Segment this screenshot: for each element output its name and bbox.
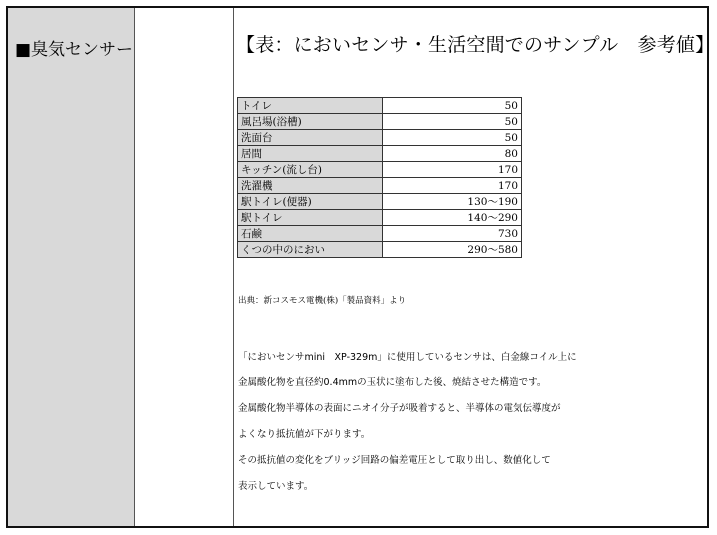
table-row xyxy=(238,178,522,194)
table-row xyxy=(238,130,522,146)
odor-sample-table xyxy=(237,97,522,258)
table-row xyxy=(238,242,522,258)
row-name: 洗面台 xyxy=(238,130,383,146)
row-value: 140～290 xyxy=(383,210,522,226)
description-line: よくなり抵抗値が下がります。 xyxy=(238,429,371,440)
description-line: 金属酸化物を直径約0.4mmの玉状に塗布した後、焼結させた構造です。 xyxy=(238,377,547,388)
description-line: その抵抗値の変化をブリッジ回路の偏差電圧として取り出し、数値化して xyxy=(238,455,551,466)
table-row xyxy=(238,226,522,242)
row-value: 730 xyxy=(383,226,522,242)
row-name: キッチン(流し台) xyxy=(238,162,383,178)
row-value: 50 xyxy=(383,130,522,146)
row-name: くつの中のにおい xyxy=(238,242,383,258)
row-name: 洗濯機 xyxy=(238,178,383,194)
row-value: 130～190 xyxy=(383,194,522,210)
table-title: 【表：においセンサ・生活空間でのサンプル 参考値】 xyxy=(236,34,715,56)
table-row xyxy=(238,114,522,130)
table-row xyxy=(238,194,522,210)
row-name: 居間 xyxy=(238,146,383,162)
blank-column xyxy=(135,8,234,526)
label-column xyxy=(8,8,135,526)
source-citation: 出典：新コスモス電機(株)「製品資料」より xyxy=(238,296,407,306)
row-value: 50 xyxy=(383,98,522,114)
table-row xyxy=(238,98,522,114)
row-name: 駅トイレ(便器) xyxy=(238,194,383,210)
description-line: 「においセンサmini XP-329m」に使用しているセンサは、白金線コイル上に xyxy=(238,352,577,363)
row-value: 50 xyxy=(383,114,522,130)
document-frame xyxy=(6,6,715,528)
content-column xyxy=(234,8,715,526)
row-value: 170 xyxy=(383,178,522,194)
row-name: 石鹸 xyxy=(238,226,383,242)
description-line: 金属酸化物半導体の表面にニオイ分子が吸着すると、半導体の電気伝導度が xyxy=(238,403,561,414)
table-row xyxy=(238,146,522,162)
table-row xyxy=(238,162,522,178)
row-value: 170 xyxy=(383,162,522,178)
description-line: 表示しています。 xyxy=(238,481,314,492)
row-value: 80 xyxy=(383,146,522,162)
row-name: 駅トイレ xyxy=(238,210,383,226)
row-name: トイレ xyxy=(238,98,383,114)
row-value: 290～580 xyxy=(383,242,522,258)
table-row xyxy=(238,210,522,226)
row-name: 風呂場(浴槽) xyxy=(238,114,383,130)
section-label: ■臭気センサー xyxy=(15,40,134,60)
